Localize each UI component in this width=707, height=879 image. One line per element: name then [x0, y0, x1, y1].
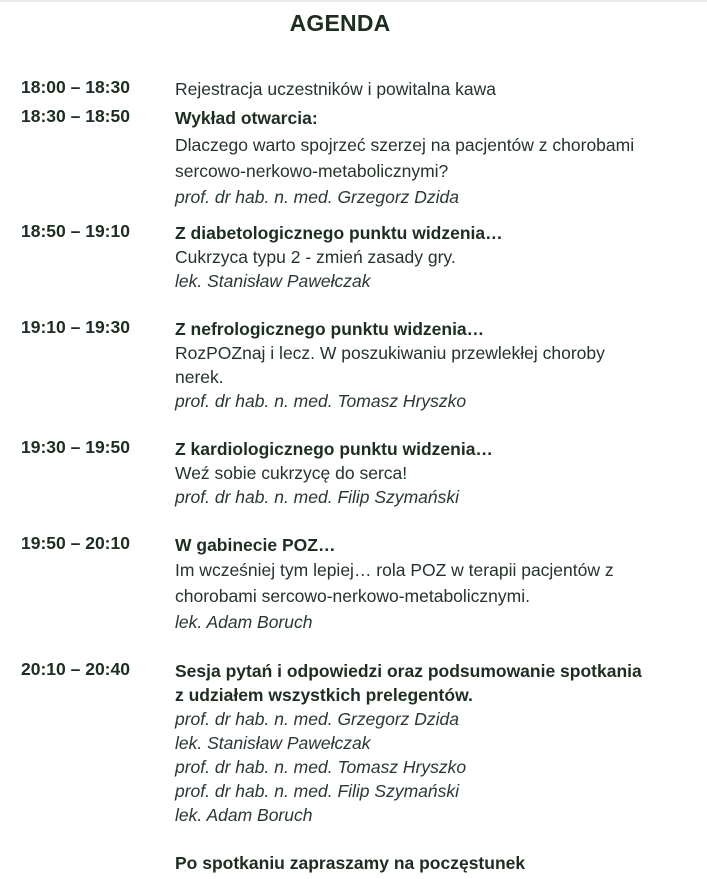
agenda-description: Dlaczego warto spojrzeć szerzej na pacjentów z chorobami [175, 135, 635, 155]
agenda-content [175, 659, 685, 827]
agenda-description: Cukrzyca typu 2 - zmień zasady gry. [175, 247, 456, 267]
agenda-description: chorobami sercowo-nerkowo-metabolicznymi. [175, 586, 530, 606]
agenda-heading: Sesja pytań i odpowiedzi oraz podsumowanie spotkania [175, 661, 642, 681]
agenda-description: RozPOZnaj i lecz. W poszukiwaniu przewlekłej choroby [175, 343, 605, 363]
agenda-heading: z udziałem wszystkich prelegentów. [175, 685, 473, 705]
agenda-speaker: prof. dr hab. n. med. Filip Szymański [175, 487, 459, 507]
agenda-heading: Wykład otwarcia: [175, 108, 318, 128]
agenda-time: 19:30 – 19:50 [21, 437, 130, 457]
agenda-speaker: prof. dr hab. n. med. Tomasz Hryszko [175, 757, 467, 777]
closing-text: Po spotkaniu zapraszamy na poczęstunek [175, 853, 526, 873]
agenda-heading: Z kardiologicznego punktu widzenia… [175, 439, 493, 459]
agenda-speaker: prof. dr hab. n. med. Grzegorz Dzida [175, 709, 460, 729]
closing-content [175, 851, 685, 875]
agenda-content [175, 106, 685, 210]
agenda-content [175, 77, 685, 101]
agenda-speaker: prof. dr hab. n. med. Tomasz Hryszko [175, 391, 467, 411]
agenda-content [175, 533, 685, 635]
agenda-content [175, 437, 685, 509]
agenda-heading: W gabinecie POZ… [175, 535, 336, 555]
agenda-description: nerek. [175, 367, 224, 387]
agenda-description: Im wcześniej tym lepiej… rola POZ w terapii pacjentów z [175, 560, 614, 580]
agenda-speaker: lek. Stanisław Pawełczak [175, 733, 371, 753]
agenda-speaker: lek. Adam Boruch [175, 805, 313, 825]
agenda-time: 18:30 – 18:50 [21, 106, 130, 126]
agenda-speaker: prof. dr hab. n. med. Filip Szymański [175, 781, 459, 801]
agenda-speaker: prof. dr hab. n. med. Grzegorz Dzida [175, 187, 460, 207]
page-title: AGENDA [289, 10, 391, 36]
agenda-description: Rejestracja uczestników i powitalna kawa [175, 79, 496, 99]
agenda-time: 19:50 – 20:10 [21, 533, 130, 553]
agenda-time: 19:10 – 19:30 [21, 317, 130, 337]
agenda-content [175, 317, 685, 413]
agenda-description: sercowo-nerkowo-metabolicznymi? [175, 161, 449, 181]
agenda-time: 18:50 – 19:10 [21, 221, 130, 241]
agenda-time: 18:00 – 18:30 [21, 77, 130, 97]
agenda-time: 20:10 – 20:40 [21, 659, 130, 679]
agenda-heading: Z nefrologicznego punktu widzenia… [175, 319, 485, 339]
agenda-description: Weź sobie cukrzycę do serca! [175, 463, 408, 483]
agenda-heading: Z diabetologicznego punktu widzenia… [175, 223, 503, 243]
top-divider [0, 0, 707, 2]
agenda-speaker: lek. Stanisław Pawełczak [175, 271, 371, 291]
agenda-speaker: lek. Adam Boruch [175, 612, 313, 632]
agenda-content [175, 221, 685, 293]
